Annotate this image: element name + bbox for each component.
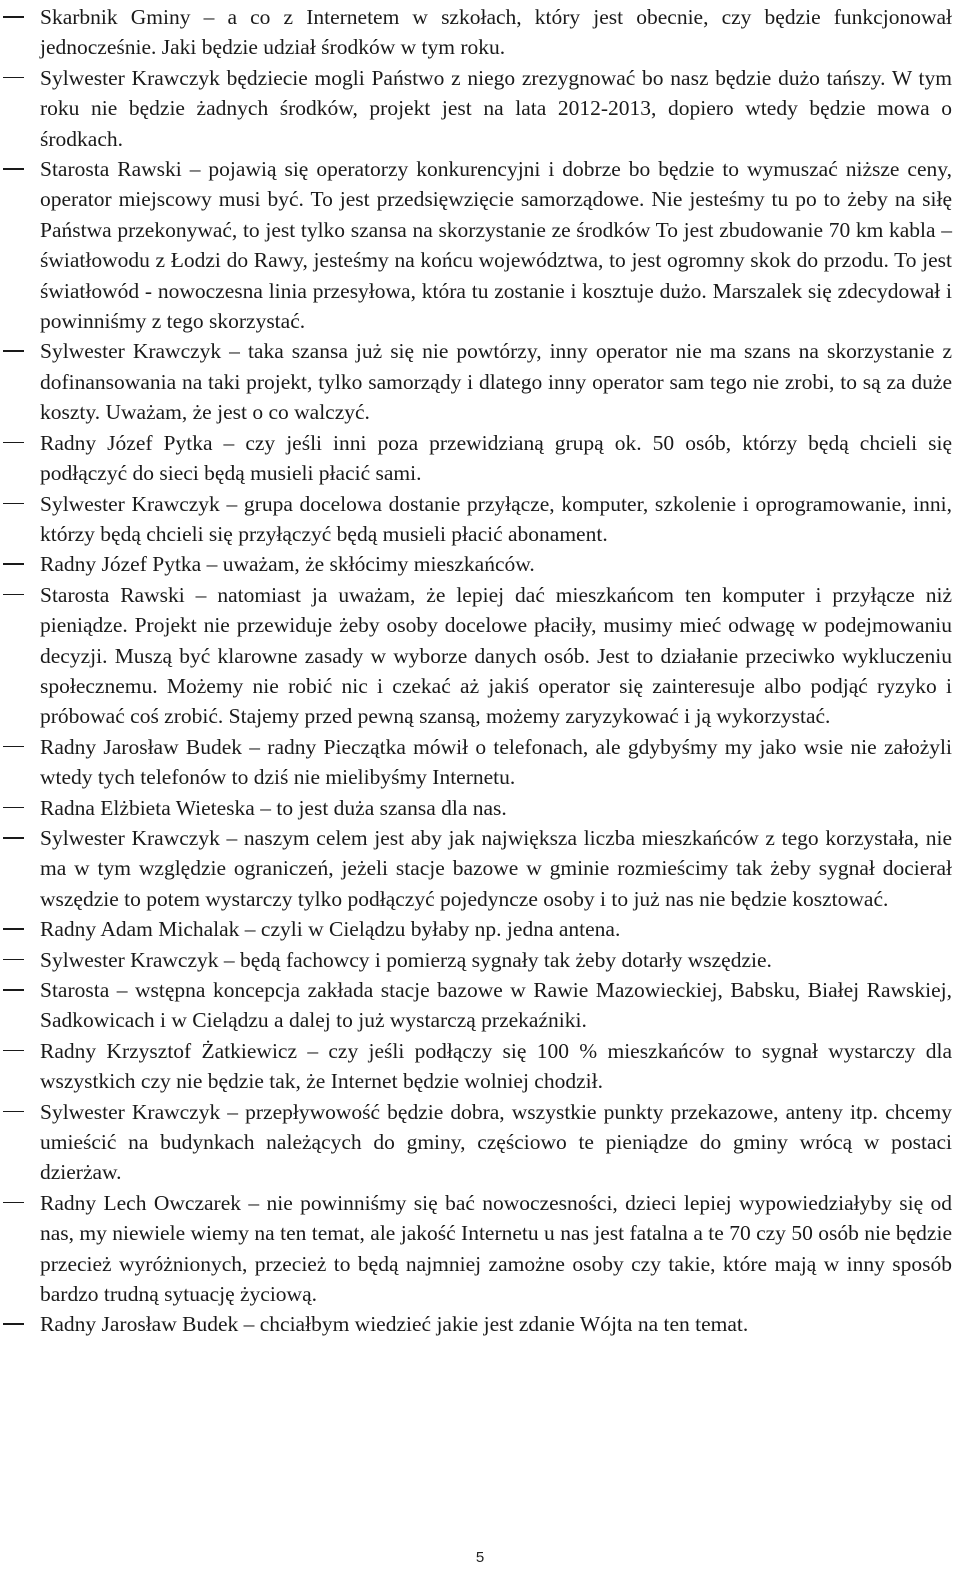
entry-text: Radny Lech Owczarek – nie powinniśmy się bać nowoczesności, dzieci lepiej wypowiedziałyby się od nas, my niewiele wiemy na ten temat, ale jakość Internetu u nas jest fatalna a te 70 czy 50 osób nie będzie przecież wyróżnionych, przecież to będą najmniej zamożne osoby czy takie, które mają w inny sposób bardzo trudną sytuację życiową. [40, 1190, 952, 1307]
dash-bullet-icon [3, 837, 24, 839]
entry-text: Radny Adam Michalak – czyli w Cielądzu byłaby np. jedna antena. [40, 917, 621, 942]
minutes-entry [0, 1188, 952, 1310]
dash-bullet-icon [3, 77, 24, 79]
entry-text: Sylwester Krawczyk – naszym celem jest aby jak największa liczba mieszkańców z tego korzystała, nie ma w tym względzie ograniczeń, jeżeli stacje bazowe w gminie rozmieścimy tak żeby sygnał docierał wszędzie to potem wystarczy tylko podłączyć pojedyncze osoby i to już nas nie będzie kosztować. [40, 825, 952, 911]
entry-text: Starosta Rawski – natomiast ja uważam, że lepiej dać mieszkańcom ten komputer i przyłącze niż pieniądze. Projekt nie przewiduje żeby osoby docelowe płaciły, musimy mieć odwagę w podejmowaniu decyzji. Muszą być klarowne zasady w wyborze danych osób. Jest to działanie przeciwko wykluczeniu społecznemu. Możemy nie robić nic i czekać aż jakiś operator się zainteresuje albo podjąć ryzyko i próbować coś zrobić. Stajemy przed pewną szansą, możemy zaryzykować i ją wykorzystać. [40, 582, 952, 729]
minutes-entry [0, 732, 952, 793]
page-number: 5 [475, 1549, 485, 1566]
dash-bullet-icon [3, 1111, 24, 1113]
minutes-entry [0, 428, 952, 489]
dash-bullet-icon [3, 746, 24, 748]
entry-text: Radny Józef Pytka – czy jeśli inni poza przewidzianą grupą ok. 50 osób, którzy będą chcieli się podłączyć do sieci będą musieli płacić sami. [40, 430, 952, 486]
minutes-entry [0, 793, 952, 823]
dash-bullet-icon [3, 350, 24, 352]
entry-text: Radna Elżbieta Wieteska – to jest duża szansa dla nas. [40, 795, 507, 820]
dash-bullet-icon [3, 563, 24, 565]
minutes-entry [0, 580, 952, 732]
entry-text: Sylwester Krawczyk – będą fachowcy i pomierzą sygnały tak żeby dotarły wszędzie. [40, 947, 772, 972]
dash-bullet-icon [3, 989, 24, 991]
dash-bullet-icon [3, 928, 24, 930]
minutes-entry [0, 154, 952, 336]
entry-text: Radny Krzysztof Żatkiewicz – czy jeśli podłączy się 100 % mieszkańców to sygnał wystarczy dla wszystkich czy nie będzie tak, że Internet będzie wolniej chodził. [40, 1038, 952, 1094]
entry-text: Radny Jarosław Budek – chciałbym wiedzieć jakie jest zdanie Wójta na ten temat. [40, 1312, 749, 1337]
entry-text: Skarbnik Gminy – a co z Internetem w szkołach, który jest obecnie, czy będzie funkcjonował jednocześnie. Jaki będzie udział środków w tym roku. [40, 5, 952, 60]
minutes-entry [0, 975, 952, 1036]
minutes-entries [0, 2, 952, 1340]
minutes-entry [0, 63, 952, 154]
minutes-entry [0, 336, 952, 427]
minutes-entry [0, 2, 952, 63]
dash-bullet-icon [3, 807, 24, 809]
dash-bullet-icon [3, 594, 24, 596]
entry-text: Radny Jarosław Budek – radny Pieczątka mówił o telefonach, ale gdybyśmy my jako wsie nie założyli wtedy tych telefonów to dziś nie mielibyśmy Internetu. [40, 734, 952, 790]
dash-bullet-icon [3, 1323, 24, 1325]
dash-bullet-icon [3, 16, 24, 18]
minutes-entry [0, 945, 952, 975]
entry-text: Sylwester Krawczyk będziecie mogli Państwo z niego zrezygnować bo nasz będzie dużo tańszy. W tym roku nie będzie żadnych środków, projekt jest na lata 2012-2013, dopiero wtedy będzie mowa o środkach. [40, 65, 952, 151]
minutes-entry [0, 1036, 952, 1097]
entry-text: Radny Józef Pytka – uważam, że skłócimy mieszkańców. [40, 552, 535, 577]
dash-bullet-icon [3, 503, 24, 505]
dash-bullet-icon [3, 1050, 24, 1052]
minutes-entry [0, 549, 952, 579]
minutes-entry [0, 1309, 952, 1339]
dash-bullet-icon [3, 442, 24, 444]
entry-text: Sylwester Krawczyk – przepływowość będzie dobra, wszystkie punkty przekazowe, anteny itp. chcemy umieścić na budynkach należących do gminy, częściowo te pieniądze do gminy wrócą w postaci dzierżaw. [40, 1099, 952, 1185]
entry-text: Starosta Rawski – pojawią się operatorzy konkurencyjni i dobrze bo będzie to wymuszać niższe ceny, operator miejscowy musi być. To jest przedsięwzięcie samorządowe. Nie jesteśmy tu po to żeby na siłę Państwa przekonywać, to jest tylko szansa na skorzystanie ze środków To jest zbudowanie 70 km kabla – światłowodu z Łodzi do Rawy, jesteśmy na końcu województwa, to jest ogromny skok do przodu. To jest światłowód - nowoczesna linia przesyłowa, która tu zostanie i kosztuje dużo. Marszalek się zdecydował i powinniśmy z tego skorzystać. [40, 157, 952, 334]
minutes-entry [0, 823, 952, 914]
minutes-entry [0, 489, 952, 550]
entry-text: Sylwester Krawczyk – grupa docelowa dostanie przyłącze, komputer, szkolenie i oprogramowanie, inni, którzy będą chcieli się przyłączyć będą musieli płacić abonament. [40, 491, 952, 546]
dash-bullet-icon [3, 959, 24, 961]
entry-text: Sylwester Krawczyk – taka szansa już się nie powtórzy, inny operator nie ma szans na skorzystanie z dofinansowania na taki projekt, tylko samorządy i dlatego inny operator sam tego nie zrobi, to są za duże koszty. Uważam, że jest o co walczyć. [40, 339, 952, 425]
dash-bullet-icon [3, 1202, 24, 1204]
dash-bullet-icon [3, 168, 24, 170]
entry-text: Starosta – wstępna koncepcja zakłada stacje bazowe w Rawie Mazowieckiej, Babsku, Białej Rawskiej, Sadkowicach i w Cielądzu a dalej to już wystarczą przekaźniki. [40, 978, 952, 1033]
minutes-entry [0, 914, 952, 944]
minutes-entry [0, 1097, 952, 1188]
